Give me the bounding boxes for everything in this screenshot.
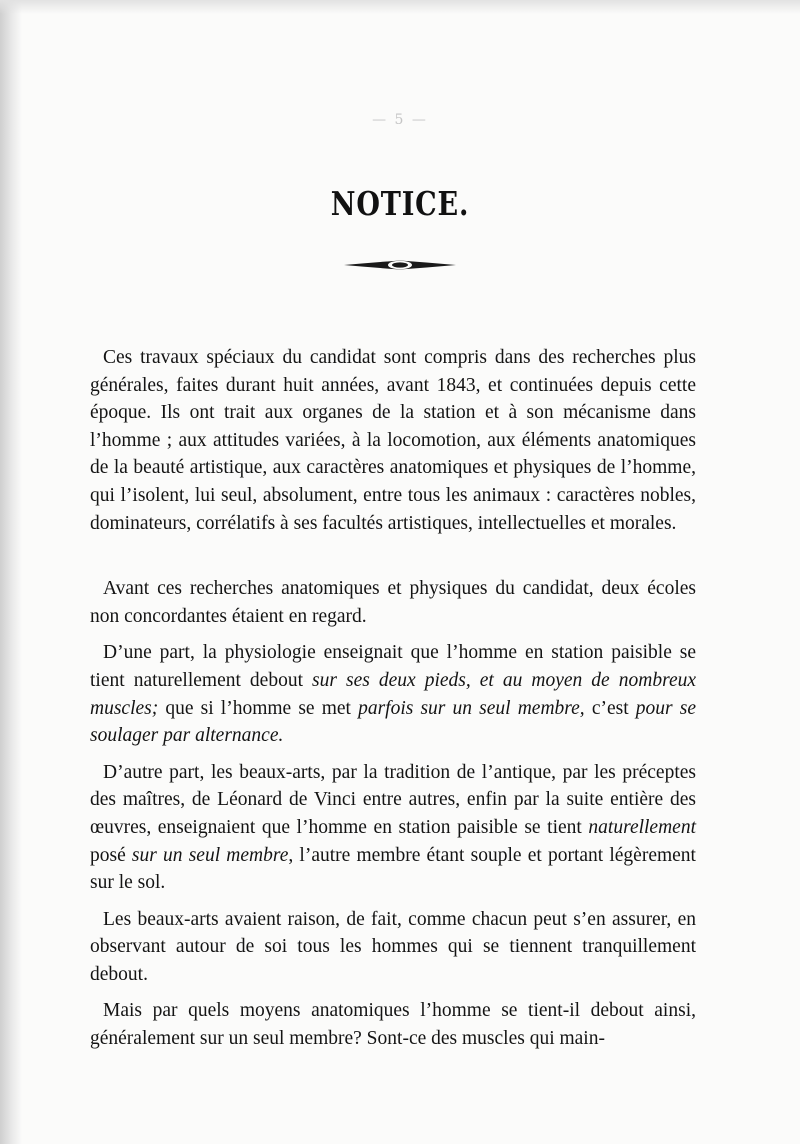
paragraph-5: [90, 906, 696, 989]
text-segment: posé: [90, 844, 132, 866]
text-segment: D’autre part, les beaux-arts, par la tradition de l’antique, par les préceptes des maîtres, de Léonard de Vinci entre autres, enfin par la suite entière des œuvres, enseignaient que l’homme en station paisible se tient: [90, 761, 696, 838]
text-segment: Avant ces recherches anatomiques et physiques du candidat, deux écoles non concordantes étaient en regard.: [90, 578, 696, 627]
page-left-shadow: [0, 0, 22, 1144]
text-segment: que si l’homme se met: [158, 697, 359, 719]
italic-text-segment: naturellement: [588, 816, 696, 838]
text-segment: c’est: [584, 697, 636, 719]
paragraph-4: [90, 759, 696, 897]
page-top-shadow: [0, 0, 800, 14]
text-segment: D’une part, la physiologie enseignait que l’homme en station paisible se tient naturellement debout: [90, 642, 696, 691]
italic-text-segment: parfois sur un seul membre,: [358, 697, 585, 719]
paragraph-2: [90, 575, 696, 630]
paragraph-1: [90, 344, 696, 537]
page-title: NOTICE.: [330, 184, 470, 223]
running-head-page-number: — 5 —: [372, 112, 428, 128]
text-segment: , l’autre membre étant souple et portant légèrement sur le sol.: [90, 844, 696, 894]
text-segment: Les beaux-arts avaient raison, de fait, comme chacun peut s’en assurer, en observant autour de soi tous les hommes qui se tiennent tranquillement debout.: [90, 908, 696, 985]
text-segment: Mais par quels moyens anatomiques l’homme se tient-il debout ainsi, généralement sur un seul membre? Sont-ce des muscles qui main-: [90, 1000, 696, 1050]
paragraph-6: [90, 997, 696, 1052]
title-ornament-divider: [342, 258, 458, 272]
body-text: [90, 344, 696, 1053]
paragraph-3: [90, 639, 696, 749]
text-segment: Ces travaux spéciaux du candidat sont compris dans des recherches plus générales, faites durant huit années, avant 1843, et continuées depuis cette époque. Ils ont trait aux organes de la station et à son mécanisme dans l’homme ; aux attitudes variées, à la locomotion, aux éléments anatomiques de la beauté artistique, aux caractères anatomiques et physiques de l’homme, qui l’isolent, lui seul, absolument, entre tous les animaux : caractères nobles, dominateurs, corrélatifs à ses facultés artistiques, intellectuelles et morales.: [90, 347, 696, 534]
italic-text-segment: pour se soulager par alternance.: [90, 697, 696, 747]
italic-text-segment: sur un seul membre: [131, 844, 289, 866]
italic-text-segment: sur ses deux pieds, et au moyen de nombreux muscles;: [90, 669, 697, 719]
